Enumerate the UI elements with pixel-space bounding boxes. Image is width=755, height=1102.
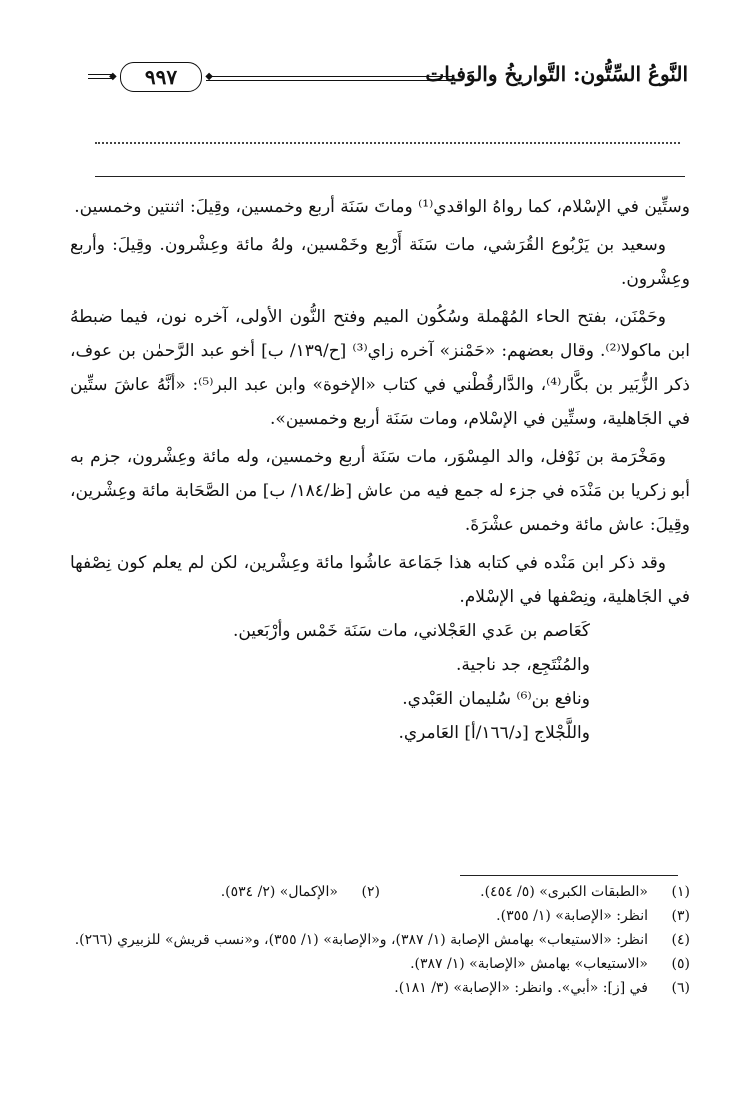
footnotes xyxy=(70,880,690,1000)
footnote xyxy=(70,976,690,1000)
page-number: ◆ ٩٩٧ ◆ xyxy=(120,62,202,92)
list-item: ونافع بن⁽⁶⁾ سُليمان العَبْدي. xyxy=(402,689,590,709)
footnote xyxy=(70,880,380,904)
footnote-number: (٤) xyxy=(671,932,690,948)
footnote-number: (٢) xyxy=(361,884,380,900)
paragraph: وحَمْنَن، بفتح الحاء المُهْملة وسُكُون الميم وفتح النُّون الأولى، آخره نون، فيما ضبطهُ ابن ماكولا⁽²⁾. وقال بعضهم: «حَمْنز» آخره زاي⁽³⁾ [ح/١٣٩/ ب] أخو عبد الرَّحمٰن بن عوف، ذكر الزُّبَير بن بكَّار⁽⁴⁾، والدَّارقُطْني في كتاب «الإخوة» وابن عبد البر⁽⁵⁾: «أنَّهُ عاشَ ستِّين في الجَاهلية، وستِّين في الإسْلام، ومات سَنَة أربع وخمسين». xyxy=(70,307,690,429)
footnote-text: «الاستيعاب» بهامش «الإصابة» (١/ ٣٨٧). xyxy=(410,956,648,972)
footnote-text: «الطبقات الكبرى» (٥/ ٤٥٤). xyxy=(480,884,648,900)
text-top-rule xyxy=(95,176,685,177)
footnote-text: في [ز]: «أبي». وانظر: «الإصابة» (٣/ ١٨١). xyxy=(394,980,648,996)
list-item: واللَّجْلاج [د/١٦٦/أ] العَامري. xyxy=(398,723,590,743)
footnote-rule xyxy=(460,875,678,876)
header-left-rule xyxy=(88,74,114,79)
list-item: كَعَاصم بن عَدي العَجْلاني، مات سَنَة خَمْس وأرْبَعين. xyxy=(232,621,590,641)
paragraph: وستِّين في الإسْلام، كما رواهُ الواقدي⁽¹⁾ وماتَ سَنَة أربع وخمسين، وقِيلَ: اثنتين وخمسين. xyxy=(74,197,690,217)
page-header xyxy=(88,62,688,96)
footnote-text: انظر: «الاستيعاب» بهامش الإصابة (١/ ٣٨٧)، و«الإصابة» (١/ ٣٥٥)، و«نسب قريش» للزبيري (٢٦٦). xyxy=(74,932,648,948)
paragraph: وسعيد بن يَرْبُوع القُرَشي، مات سَنَة أَرْبع وخَمْسين، ولهُ مائة وعِشْرون. وقِيلَ: وأربع وعِشْرون. xyxy=(70,235,690,289)
footnote xyxy=(70,904,690,928)
footnote-number: (٥) xyxy=(671,956,690,972)
main-text xyxy=(70,190,690,750)
footnote-number: (٦) xyxy=(671,980,690,996)
header-ornament-rule xyxy=(206,76,453,81)
footnote-text: انظر: «الإصابة» (١/ ٣٥٥). xyxy=(496,908,648,924)
footnote xyxy=(380,880,690,904)
paragraph: ومَخْرَمة بن نَوْفل، والد المِسْوَر، مات سَنَة أربع وخمسين، وله مائة وعِشْرون، جزم به أبو زكريا بن مَنْدَه في جزء له جمع فيه من عاش [ظ/١٨٤/ ب] من الصَّحَابة مائة وعِشْرين، وقِيلَ: عاش مائة وخمس عشْرَةَ. xyxy=(70,447,690,535)
dotted-separator xyxy=(95,142,680,144)
footnote-row xyxy=(70,880,690,904)
footnote-number: (٣) xyxy=(671,908,690,924)
footnote xyxy=(70,952,690,976)
footnote-number: (١) xyxy=(671,884,690,900)
footnote xyxy=(70,928,690,952)
list-item: والمُنْتَجِع، جد ناجية. xyxy=(455,655,590,675)
footnote-text: «الإكمال» (٢/ ٥٣٤). xyxy=(220,884,338,900)
running-title: النَّوعُ السِّتُّون: التَّواريخُ والوَفيات xyxy=(425,62,688,86)
paragraph: وقد ذكر ابن مَنْده في كتابه هذا جَمَاعة عاشُوا مائة وعِشْرين، لكن لم يعلم كون نِصْفها في الجَاهلية، ونِصْفها في الإسْلام. xyxy=(70,553,690,607)
